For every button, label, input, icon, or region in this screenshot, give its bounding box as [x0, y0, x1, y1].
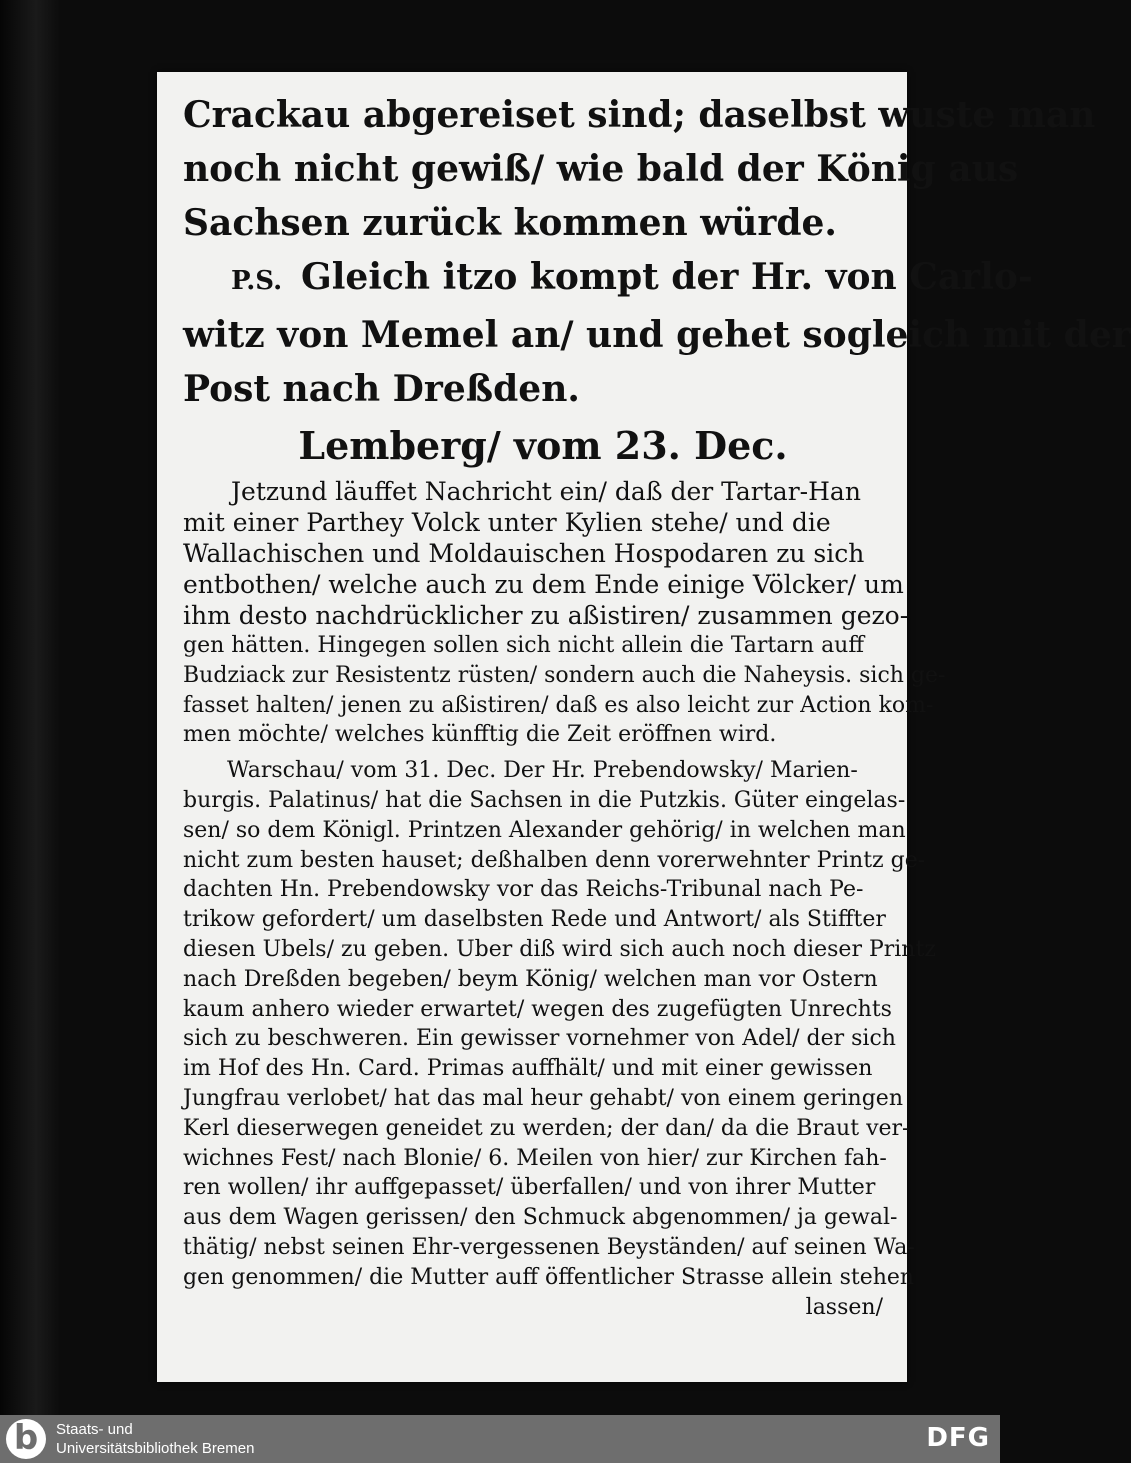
- dfg-logo[interactable]: DFG: [926, 1423, 990, 1453]
- text-line: gen hätten. Hingegen sollen sich nicht allein die Tartarn auff: [183, 633, 864, 658]
- text-line: diesen Ubels/ zu geben. Uber diß wird sich auch noch dieser Printz: [183, 936, 936, 962]
- text-line: Warschau/ vom 31. Dec. Der Hr. Prebendowsky/ Marien-: [227, 758, 858, 784]
- ps-first-line: Gleich itzo kompt der Hr. von Carlo-: [301, 256, 1033, 298]
- scan-left-edge: [0, 0, 60, 1415]
- text-line: nicht zum besten hauset; deßhalben denn vorerwehnter Printz ge-: [183, 847, 926, 873]
- text-line: sich zu beschweren. Ein gewisser vornehmer von Adel/ der sich: [183, 1026, 896, 1052]
- text-line: thätig/ nebst seinen Ehr-vergessenen Beyständen/ auf seinen Wa-: [183, 1234, 915, 1260]
- catchword: lassen/: [805, 1294, 883, 1320]
- document-text: [183, 88, 1131, 1322]
- text-line: trikow gefordert/ um daselbsten Rede und Antwort/ als Stiffter: [183, 907, 886, 933]
- institution-name[interactable]: [56, 1420, 254, 1458]
- text-line: Wallachischen und Moldauischen Hospodaren zu sich: [183, 539, 865, 568]
- library-logo-icon[interactable]: b: [6, 1419, 46, 1459]
- text-line: wichnes Fest/ nach Blonie/ 6. Meilen von hier/ zur Kirchen fah-: [183, 1145, 887, 1171]
- text-line: witz von Memel an/ und gehet sogleich mit der: [183, 314, 1131, 356]
- institution-line-1: Staats- und: [56, 1421, 133, 1438]
- text-line: Kerl dieserwegen geneidet zu werden; der dan/ da die Braut ver-: [183, 1115, 910, 1141]
- ps-label: P.S.: [231, 266, 283, 296]
- text-line: sen/ so dem Königl. Printzen Alexander gehörig/ in welchen man: [183, 817, 906, 843]
- text-line: burgis. Palatinus/ hat die Sachsen in die Putzkis. Güter eingelas-: [183, 787, 906, 813]
- text-line: im Hof des Hn. Card. Primas auffhält/ und mit einer gewissen: [183, 1056, 873, 1082]
- text-line: ren wollen/ ihr auffgepasset/ überfallen/ und von ihrer Mutter: [183, 1175, 876, 1201]
- text-line: Budziack zur Resistentz rüsten/ sondern auch die Naheysis. sich ge-: [183, 662, 946, 688]
- text-line: Post nach Dreßden.: [183, 368, 580, 410]
- library-footer-bar: [0, 1415, 1000, 1463]
- text-line: Jetzund läuffet Nachricht ein/ daß der Tartar-Han: [231, 477, 861, 506]
- text-line: men möchte/ welches künfftig die Zeit eröffnen wird.: [183, 722, 777, 748]
- text-line: nach Dreßden begeben/ beym König/ welchen man vor Ostern: [183, 966, 878, 992]
- text-line: entbothen/ welche auch zu dem Ende einige Völcker/ um: [183, 570, 904, 599]
- text-line: Sachsen zurück kommen würde.: [183, 202, 837, 244]
- text-line: mit einer Parthey Volck unter Kylien stehe/ und die: [183, 508, 831, 537]
- text-line: aus dem Wagen gerissen/ den Schmuck abgenommen/ ja gewal-: [183, 1205, 898, 1231]
- text-line: Crackau abgereiset sind; daselbst wuste man: [183, 94, 1096, 136]
- text-line: fasset halten/ jenen zu aßistiren/ daß es also leicht zur Action kom-: [183, 692, 934, 718]
- text-line: ihm desto nachdrücklicher zu aßistiren/ zusammen gezo-: [183, 601, 909, 630]
- dateline-heading: Lemberg/ vom 23. Dec.: [298, 423, 788, 468]
- institution-line-2: Universitätsbibliothek Bremen: [56, 1440, 255, 1457]
- text-line: kaum anhero wieder erwartet/ wegen des zugefügten Unrechts: [183, 996, 892, 1022]
- text-line: Jungfrau verlobet/ hat das mal heur gehabt/ von einem geringen: [183, 1085, 903, 1111]
- text-line: gen genommen/ die Mutter auff öffentlicher Strasse allein stehen: [183, 1264, 915, 1290]
- text-line: noch nicht gewiß/ wie bald der König aus: [183, 148, 1019, 190]
- text-line: dachten Hn. Prebendowsky vor das Reichs-Tribunal nach Pe-: [183, 877, 864, 903]
- ps-line: [183, 250, 1033, 308]
